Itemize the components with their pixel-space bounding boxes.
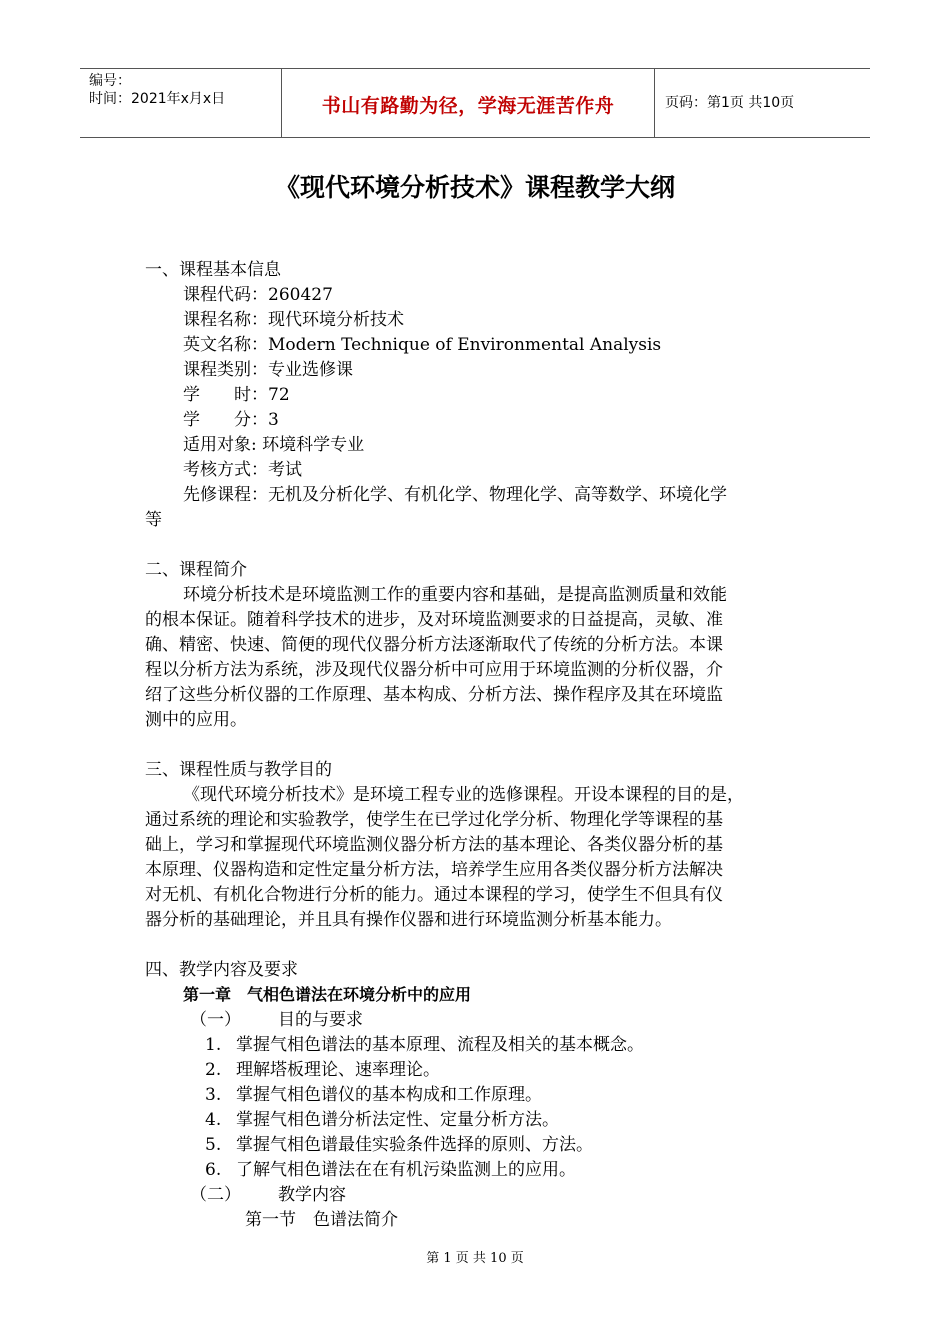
subsection-label: 教学内容	[278, 1185, 346, 1205]
list-item: 掌握气相色谱法的基本原理、流程及相关的基本概念。	[236, 1035, 644, 1055]
info-line: 考核方式：考试	[183, 460, 302, 480]
document-date-label: 时间：2021年x月x日	[89, 91, 226, 107]
info-line: 课程代码：260427	[183, 285, 333, 305]
header-motto-cell	[282, 69, 655, 137]
info-line: 课程类别：专业选修课	[183, 360, 353, 380]
info-line: 课程名称：现代环境分析技术	[183, 310, 404, 330]
info-line: 英文名称：Modern Technique of Environmental Analysis	[183, 335, 662, 355]
list-item-number: 4.	[205, 1110, 222, 1130]
motto-text: 书山有路勤为径，学海无涯苦作舟	[321, 95, 615, 117]
section-heading: 四、教学内容及要求	[145, 960, 298, 980]
document-number-label: 编号：	[89, 73, 131, 89]
list-item: 掌握气相色谱最佳实验条件选择的原则、方法。	[236, 1135, 593, 1155]
list-item: 掌握气相色谱分析法定性、定量分析方法。	[236, 1110, 559, 1130]
list-item-number: 1.	[205, 1035, 222, 1055]
paragraph-line: 确、精密、快速、简便的现代仪器分析方法逐渐取代了传统的分析方法。本课	[145, 635, 723, 655]
header-info-cell	[80, 69, 282, 137]
paragraph-line: 《现代环境分析技术》是环境工程专业的选修课程。开设本课程的目的是，	[183, 785, 744, 805]
info-line-continuation: 等	[145, 510, 162, 530]
list-item: 了解气相色谱法在在有机污染监测上的应用。	[236, 1160, 576, 1180]
section-heading: 二、课程简介	[145, 560, 247, 580]
section-heading: 三、课程性质与教学目的	[145, 760, 332, 780]
info-line: 学 时：72	[183, 385, 290, 405]
paragraph-line: 测中的应用。	[145, 710, 247, 730]
header-page-cell	[655, 69, 870, 137]
paragraph-line: 的根本保证。随着科学技术的进步，及对环境监测要求的日益提高，灵敏、准	[145, 610, 723, 630]
paragraph-line: 对无机、有机化合物进行分析的能力。通过本课程的学习，使学生不但具有仪	[145, 885, 723, 905]
list-item-number: 6.	[205, 1160, 222, 1180]
paragraph-line: 器分析的基础理论，并且具有操作仪器和进行环境监测分析基本能力。	[145, 910, 672, 930]
info-line: 学 分：3	[183, 410, 279, 430]
section-subheading: 第一节 色谱法简介	[245, 1210, 398, 1230]
chapter-heading: 第一章 气相色谱法在环境分析中的应用	[183, 985, 472, 1004]
paragraph-line: 础上，学习和掌握现代环境监测仪器分析方法的基本理论、各类仪器分析的基	[145, 835, 723, 855]
paragraph-line: 绍了这些分析仪器的工作原理、基本构成、分析方法、操作程序及其在环境监	[145, 685, 723, 705]
page-number-label: 页码：第1页 共10页	[665, 95, 795, 111]
document-title: 《现代环境分析技术》课程教学大纲	[274, 173, 675, 202]
list-item-number: 3.	[205, 1085, 222, 1105]
info-line: 先修课程：无机及分析化学、有机化学、物理化学、高等数学、环境化学	[183, 485, 727, 505]
subsection-label: 目的与要求	[278, 1010, 363, 1030]
paragraph-line: 通过系统的理论和实验教学，使学生在已学过化学分析、物理化学等课程的基	[145, 810, 723, 830]
page-header	[80, 68, 870, 138]
list-item-number: 2.	[205, 1060, 222, 1080]
info-line: 适用对象: 环境科学专业	[183, 435, 365, 455]
list-item-number: 5.	[205, 1135, 222, 1155]
paragraph-line: 程以分析方法为系统，涉及现代仪器分析中可应用于环境监测的分析仪器，介	[145, 660, 723, 680]
list-item: 理解塔板理论、速率理论。	[236, 1060, 440, 1080]
page-footer: 第 1 页 共 10 页	[426, 1251, 524, 1266]
list-item: 掌握气相色谱仪的基本构成和工作原理。	[236, 1085, 542, 1105]
paragraph-line: 环境分析技术是环境监测工作的重要内容和基础，是提高监测质量和效能	[183, 585, 727, 605]
subsection-number: （二）	[190, 1185, 241, 1205]
subsection-number: （一）	[190, 1010, 241, 1030]
paragraph-line: 本原理、仪器构造和定性定量分析方法，培养学生应用各类仪器分析方法解决	[145, 860, 723, 880]
section-heading: 一、课程基本信息	[145, 260, 281, 280]
